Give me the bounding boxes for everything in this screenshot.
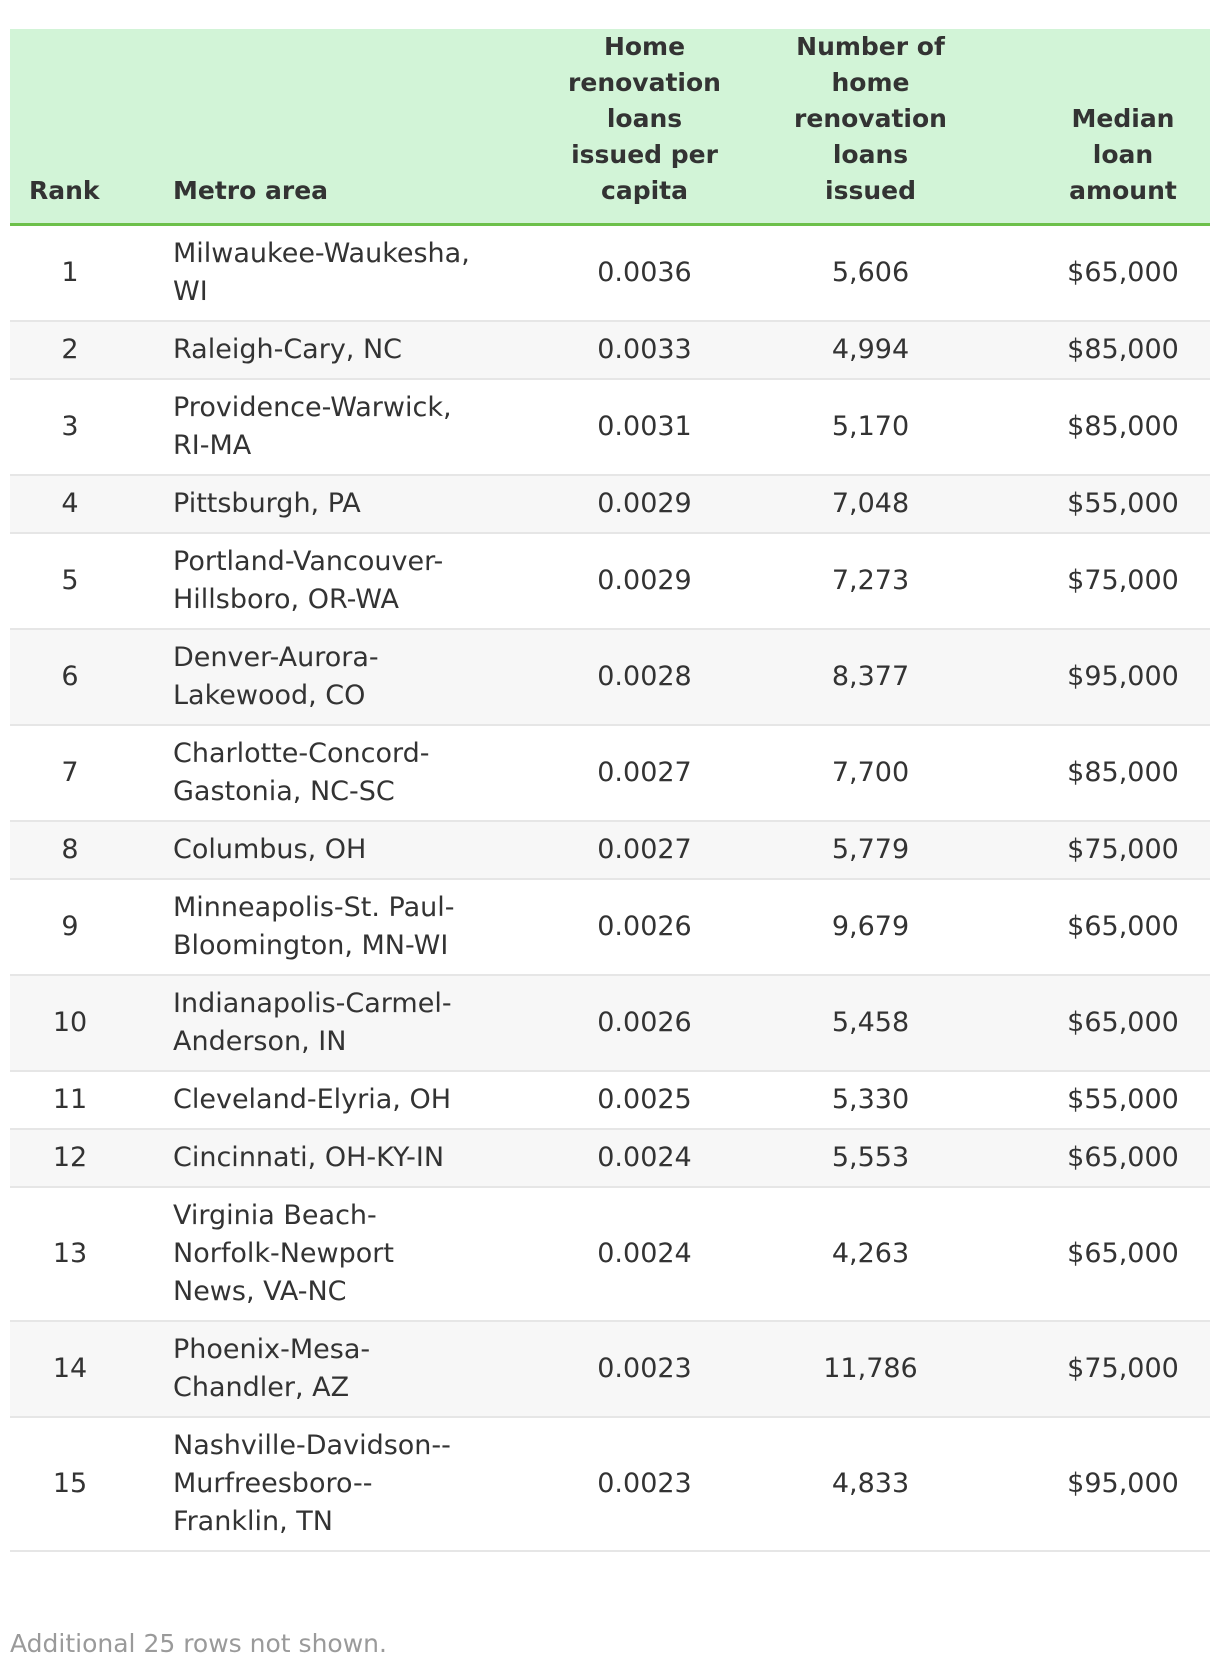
number-of-loans-cell: 5,170 xyxy=(745,379,990,475)
rank-cell: 11 xyxy=(10,1071,150,1129)
table-row xyxy=(10,1417,1210,1551)
metro-area-cell: Milwaukee-Waukesha, WI xyxy=(150,225,490,322)
number-of-loans-cell: 5,330 xyxy=(745,1071,990,1129)
number-of-loans-cell: 8,377 xyxy=(745,629,990,725)
loans-per-capita-cell: 0.0023 xyxy=(490,1321,745,1417)
median-loan-amount-cell: $75,000 xyxy=(990,1321,1210,1417)
loans-per-capita-cell: 0.0027 xyxy=(490,821,745,879)
metro-area-cell: Indianapolis-Carmel-Anderson, IN xyxy=(150,975,490,1071)
number-of-loans-cell: 11,786 xyxy=(745,1321,990,1417)
table-row xyxy=(10,1129,1210,1187)
loans-per-capita-cell: 0.0024 xyxy=(490,1129,745,1187)
table-row xyxy=(10,1187,1210,1321)
median-loan-amount-cell: $75,000 xyxy=(990,821,1210,879)
table-body xyxy=(10,225,1210,1552)
table-row xyxy=(10,225,1210,322)
median-loan-amount-cell: $55,000 xyxy=(990,1071,1210,1129)
table-row xyxy=(10,725,1210,821)
header-median-loan-amount[interactable] xyxy=(990,29,1210,225)
header-loans-per-capita-label: Home renovation loans issued per capita xyxy=(568,32,721,205)
rank-cell: 5 xyxy=(10,533,150,629)
number-of-loans-cell: 7,048 xyxy=(745,475,990,533)
loans-per-capita-cell: 0.0026 xyxy=(490,975,745,1071)
loans-per-capita-cell: 0.0025 xyxy=(490,1071,745,1129)
number-of-loans-cell: 5,779 xyxy=(745,821,990,879)
median-loan-amount-cell: $85,000 xyxy=(990,321,1210,379)
rank-cell: 13 xyxy=(10,1187,150,1321)
rank-cell: 12 xyxy=(10,1129,150,1187)
header-loans-per-capita[interactable] xyxy=(490,29,745,225)
table-row xyxy=(10,975,1210,1071)
median-loan-amount-cell: $65,000 xyxy=(990,1129,1210,1187)
header-number-of-loans[interactable] xyxy=(745,29,990,225)
metro-area-cell: Nashville-Davidson--Murfreesboro--Franklin, TN xyxy=(150,1417,490,1551)
rank-cell: 6 xyxy=(10,629,150,725)
table-header xyxy=(10,29,1210,225)
table-row xyxy=(10,475,1210,533)
metro-area-cell: Pittsburgh, PA xyxy=(150,475,490,533)
metro-area-cell: Portland-Vancouver-Hillsboro, OR-WA xyxy=(150,533,490,629)
table-row xyxy=(10,533,1210,629)
metro-area-cell: Cincinnati, OH-KY-IN xyxy=(150,1129,490,1187)
loans-per-capita-cell: 0.0024 xyxy=(490,1187,745,1321)
metro-area-cell: Providence-Warwick, RI-MA xyxy=(150,379,490,475)
rank-cell: 9 xyxy=(10,879,150,975)
table-row xyxy=(10,879,1210,975)
loans-per-capita-cell: 0.0027 xyxy=(490,725,745,821)
metro-area-cell: Denver-Aurora-Lakewood, CO xyxy=(150,629,490,725)
rows-not-shown-note: Additional 25 rows not shown. xyxy=(10,1629,387,1658)
number-of-loans-cell: 4,994 xyxy=(745,321,990,379)
header-rank[interactable]: Rank xyxy=(10,29,150,225)
rank-cell: 7 xyxy=(10,725,150,821)
loans-per-capita-cell: 0.0031 xyxy=(490,379,745,475)
table-row xyxy=(10,1321,1210,1417)
median-loan-amount-cell: $65,000 xyxy=(990,225,1210,322)
number-of-loans-cell: 5,606 xyxy=(745,225,990,322)
number-of-loans-cell: 5,458 xyxy=(745,975,990,1071)
rank-cell: 1 xyxy=(10,225,150,322)
median-loan-amount-cell: $85,000 xyxy=(990,725,1210,821)
rank-cell: 2 xyxy=(10,321,150,379)
metro-loans-table xyxy=(10,29,1210,1552)
metro-area-cell: Minneapolis-St. Paul-Bloomington, MN-WI xyxy=(150,879,490,975)
table-row xyxy=(10,629,1210,725)
data-table-container xyxy=(10,29,1210,1552)
header-median-loan-amount-label: Median loan amount xyxy=(1069,104,1177,205)
median-loan-amount-cell: $55,000 xyxy=(990,475,1210,533)
number-of-loans-cell: 4,263 xyxy=(745,1187,990,1321)
median-loan-amount-cell: $95,000 xyxy=(990,1417,1210,1551)
number-of-loans-cell: 5,553 xyxy=(745,1129,990,1187)
header-row xyxy=(10,29,1210,225)
rank-cell: 4 xyxy=(10,475,150,533)
loans-per-capita-cell: 0.0036 xyxy=(490,225,745,322)
loans-per-capita-cell: 0.0023 xyxy=(490,1417,745,1551)
median-loan-amount-cell: $65,000 xyxy=(990,1187,1210,1321)
median-loan-amount-cell: $65,000 xyxy=(990,975,1210,1071)
metro-area-cell: Raleigh-Cary, NC xyxy=(150,321,490,379)
number-of-loans-cell: 9,679 xyxy=(745,879,990,975)
median-loan-amount-cell: $75,000 xyxy=(990,533,1210,629)
metro-area-cell: Charlotte-Concord-Gastonia, NC-SC xyxy=(150,725,490,821)
loans-per-capita-cell: 0.0029 xyxy=(490,533,745,629)
table-row xyxy=(10,321,1210,379)
median-loan-amount-cell: $85,000 xyxy=(990,379,1210,475)
number-of-loans-cell: 4,833 xyxy=(745,1417,990,1551)
rank-cell: 8 xyxy=(10,821,150,879)
loans-per-capita-cell: 0.0033 xyxy=(490,321,745,379)
rank-cell: 14 xyxy=(10,1321,150,1417)
loans-per-capita-cell: 0.0026 xyxy=(490,879,745,975)
median-loan-amount-cell: $65,000 xyxy=(990,879,1210,975)
header-metro-area[interactable]: Metro area xyxy=(150,29,490,225)
metro-area-cell: Virginia Beach-Norfolk-Newport News, VA-NC xyxy=(150,1187,490,1321)
rank-cell: 3 xyxy=(10,379,150,475)
table-row xyxy=(10,821,1210,879)
table-row xyxy=(10,379,1210,475)
median-loan-amount-cell: $95,000 xyxy=(990,629,1210,725)
number-of-loans-cell: 7,273 xyxy=(745,533,990,629)
table-row xyxy=(10,1071,1210,1129)
number-of-loans-cell: 7,700 xyxy=(745,725,990,821)
metro-area-cell: Phoenix-Mesa-Chandler, AZ xyxy=(150,1321,490,1417)
rank-cell: 10 xyxy=(10,975,150,1071)
metro-area-cell: Cleveland-Elyria, OH xyxy=(150,1071,490,1129)
header-number-of-loans-label: Number of home renovation loans issued xyxy=(794,32,947,205)
metro-area-cell: Columbus, OH xyxy=(150,821,490,879)
loans-per-capita-cell: 0.0028 xyxy=(490,629,745,725)
rank-cell: 15 xyxy=(10,1417,150,1551)
loans-per-capita-cell: 0.0029 xyxy=(490,475,745,533)
